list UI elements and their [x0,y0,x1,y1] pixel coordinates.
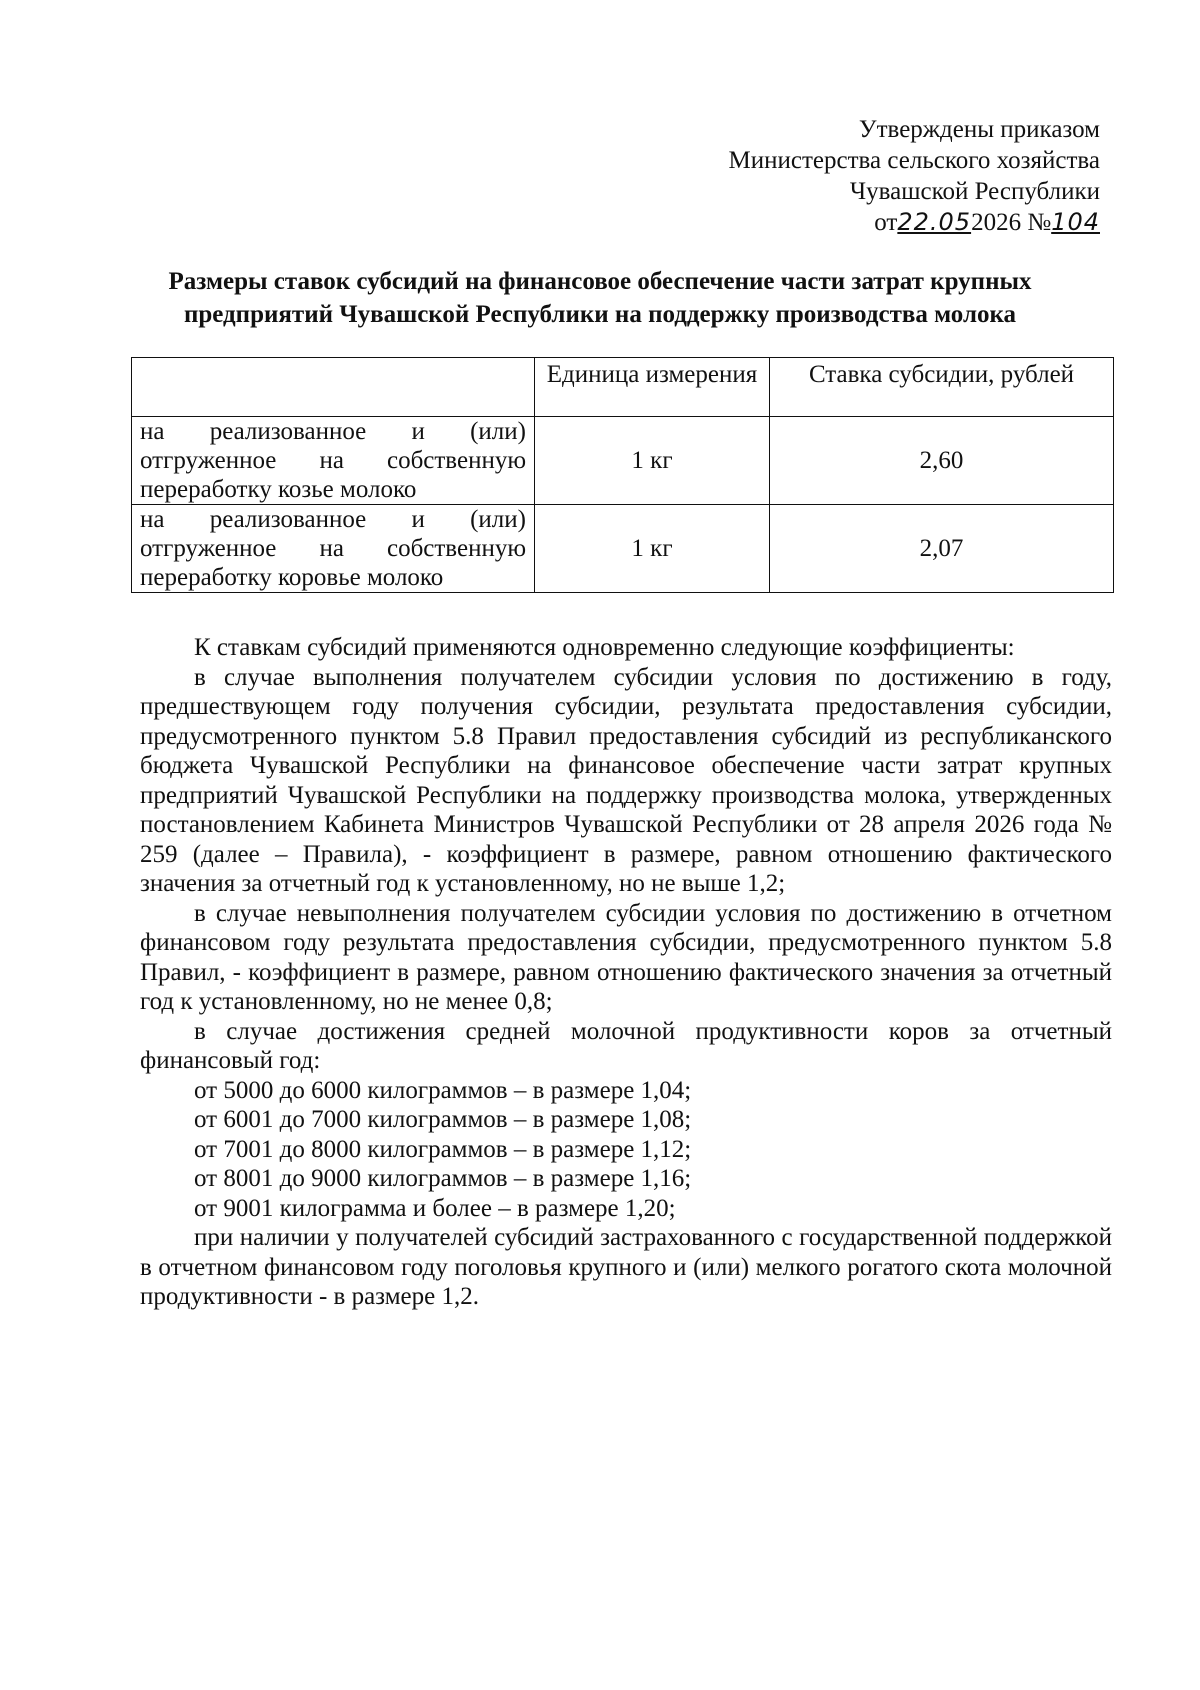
document-title [130,265,1070,331]
list-item: от 7001 до 8000 килограммов – в размере 1,12; [194,1135,692,1163]
header-rate: Ставка субсидии, рублей [770,358,1114,417]
row-unit: 1 кг [535,505,770,593]
approval-block [729,114,1100,238]
list-item: от 9001 килограмма и более – в размере 1,20; [194,1194,676,1222]
date-prefix: от [874,209,898,236]
handwritten-number: 104 [1051,208,1100,236]
date-year: 2026 № [971,209,1052,236]
title-line-1: Размеры ставок субсидий на финансовое обеспечение части затрат крупных [168,268,1032,295]
table-header-row [132,358,1114,417]
intro-paragraph: К ставкам субсидий применяются одновременно следующие коэффициенты: [194,634,1015,661]
header-empty [132,358,535,417]
list-item: от 8001 до 9000 килограммов – в размере 1,16; [194,1165,692,1192]
paragraph-2: в случае невыполнения получателем субсидии условия по достижению в отчетном финансовом году результата предоставления субсидии, предусмотренного пунктом 5.8 Правил, - коэффициент в размере, равном отношению фактического значения за отчетный год к установленному, но не менее 0,8; [140,899,1112,1015]
row-rate: 2,07 [770,505,1114,593]
table-row [132,417,1114,505]
row-unit: 1 кг [535,417,770,505]
row-description: на реализованное и (или) отгруженное на собственную переработку козье молоко [132,417,535,505]
approval-line-2: Министерства сельского хозяйства [728,147,1100,174]
approval-line-1: Утверждены приказом [858,116,1100,143]
paragraph-4: при наличии у получателей субсидий застрахованного с государственной поддержкой в отчетном финансовом году поголовья крупного и (или) мелкого рогатого скота молочной продуктивности - в размере 1,2. [140,1224,1112,1310]
handwritten-date: 22.05 [897,208,972,236]
paragraph-3: в случае достижения средней молочной продуктивности коров за отчетный финансовый год: [140,1017,1112,1074]
coefficients-section [140,633,1112,1312]
row-rate: 2,60 [770,417,1114,505]
title-line-2: предприятий Чувашской Республики на поддержку производства молока [183,301,1017,328]
list-item: от 6001 до 7000 килограммов – в размере 1,08; [194,1106,692,1133]
row-description: на реализованное и (или) отгруженное на собственную переработку коровье молоко [132,505,535,593]
approval-date-line [729,207,1100,238]
rates-table [131,357,1114,593]
table-row [132,505,1114,593]
paragraph-1: в случае выполнения получателем субсидии условия по достижению в году, предшествующем году получения субсидии, результата предоставления субсидии, предусмотренного пунктом 5.8 Правил предоставления субсидий из республиканского бюджета Чувашской Республики на финансовое обеспечение части затрат крупных предприятий Чувашской Республики на поддержку производства молока, утвержденных постановлением Кабинета Министров Чувашской Республики от 28 апреля 2026 года № 259 (далее – Правила), - коэффициент в размере, равном отношению фактического значения за отчетный год к установленному, но не выше 1,2; [140,663,1112,897]
header-unit: Единица измерения [535,358,770,417]
approval-line-3: Чувашской Республики [849,178,1100,205]
list-item: от 5000 до 6000 килограммов – в размере 1,04; [194,1076,692,1104]
